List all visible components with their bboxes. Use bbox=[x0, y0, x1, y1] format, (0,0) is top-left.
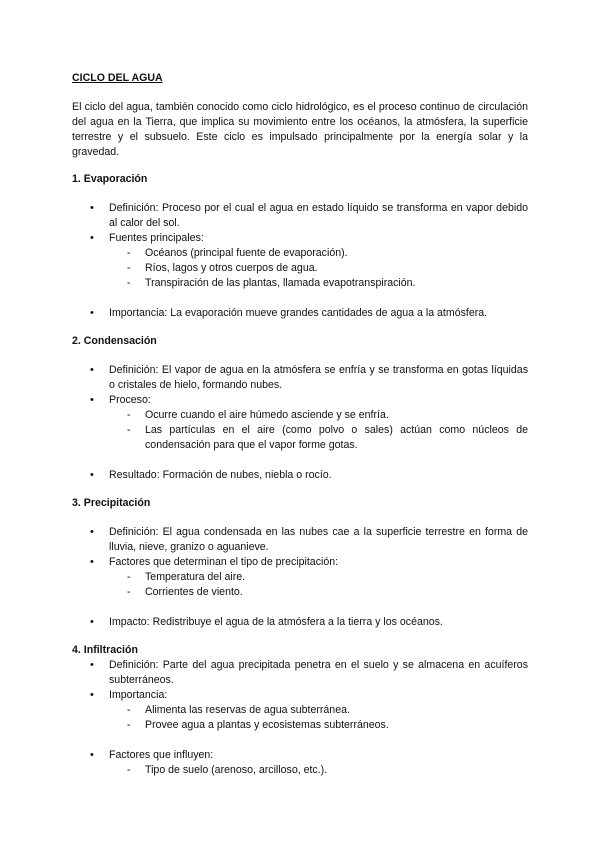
list-title: Factores que determinan el tipo de precipitación: bbox=[109, 556, 339, 568]
list-title-item bbox=[72, 231, 528, 306]
sub-item: - Ocurre cuando el aire húmedo asciende y se enfría. bbox=[109, 408, 528, 423]
closing-item: • Resultado: Formación de nubes, niebla o rocío. bbox=[72, 468, 528, 483]
sub-list bbox=[109, 763, 528, 778]
sub-item: - Provee agua a plantas y ecosistemas subterráneos. bbox=[109, 718, 528, 733]
closing-item: • Impacto: Redistribuye el agua de la atmósfera a la tierra y los océanos. bbox=[72, 615, 528, 630]
list-title: Importancia: bbox=[109, 689, 168, 701]
sub-item: - Ríos, lagos y otros cuerpos de agua. bbox=[109, 261, 528, 276]
sub-list bbox=[109, 570, 528, 600]
section-list-precipitacion bbox=[72, 525, 528, 630]
list-title: Fuentes principales: bbox=[109, 232, 204, 244]
sub-item: - Las partículas en el aire (como polvo o sales) actúan como núcleos de condensación para que el vapor forme gotas. bbox=[109, 423, 528, 453]
sub-item: - Temperatura del aire. bbox=[109, 570, 528, 585]
sub-list bbox=[109, 246, 528, 291]
sub-item: - Corrientes de viento. bbox=[109, 585, 528, 600]
closing-item bbox=[72, 748, 528, 778]
section-list-evaporacion bbox=[72, 201, 528, 321]
section-heading-infiltracion: 4. Infiltración bbox=[72, 644, 138, 656]
closing-item: • Importancia: La evaporación mueve grandes cantidades de agua a la atmósfera. bbox=[72, 306, 528, 321]
sub-list bbox=[109, 703, 528, 733]
section-heading-precipitacion: 3. Precipitación bbox=[72, 497, 151, 509]
sub-item: - Océanos (principal fuente de evaporación). bbox=[109, 246, 528, 261]
section-list-condensacion bbox=[72, 363, 528, 483]
list-title-item bbox=[72, 688, 528, 748]
list-title: Proceso: bbox=[109, 394, 151, 406]
section-heading-condensacion: 2. Condensación bbox=[72, 335, 157, 347]
sub-item: - Tipo de suelo (arenoso, arcilloso, etc.). bbox=[109, 763, 528, 778]
definition-item: • Definición: El vapor de agua en la atmósfera se enfría y se transforma en gotas líquidas o cristales de hielo, formando nubes. bbox=[72, 363, 528, 393]
section-heading-evaporacion: 1. Evaporación bbox=[72, 173, 148, 185]
sub-item: - Alimenta las reservas de agua subterránea. bbox=[109, 703, 528, 718]
section-list-infiltracion bbox=[72, 658, 528, 778]
document-title: CICLO DEL AGUA bbox=[72, 72, 163, 84]
sub-item: - Transpiración de las plantas, llamada evapotranspiración. bbox=[109, 276, 528, 291]
definition-item: • Definición: Proceso por el cual el agua en estado líquido se transforma en vapor debido al calor del sol. bbox=[72, 201, 528, 231]
sub-list bbox=[109, 408, 528, 453]
definition-item: • Definición: Parte del agua precipitada penetra en el suelo y se almacena en acuíferos subterráneos. bbox=[72, 658, 528, 688]
list-title-item bbox=[72, 393, 528, 468]
closing-title: Factores que influyen: bbox=[109, 749, 214, 761]
definition-item: • Definición: El agua condensada en las nubes cae a la superficie terrestre en forma de lluvia, nieve, granizo o aguanieve. bbox=[72, 525, 528, 555]
intro-paragraph: El ciclo del agua, también conocido como ciclo hidrológico, es el proceso continuo de circulación del agua en la Tierra, que implica su movimiento entre los océanos, la atmósfera, la superficie terrestre y el subsuelo. Este ciclo es impulsado principalmente por la energía solar y la gravedad. bbox=[72, 101, 528, 158]
list-title-item bbox=[72, 555, 528, 615]
